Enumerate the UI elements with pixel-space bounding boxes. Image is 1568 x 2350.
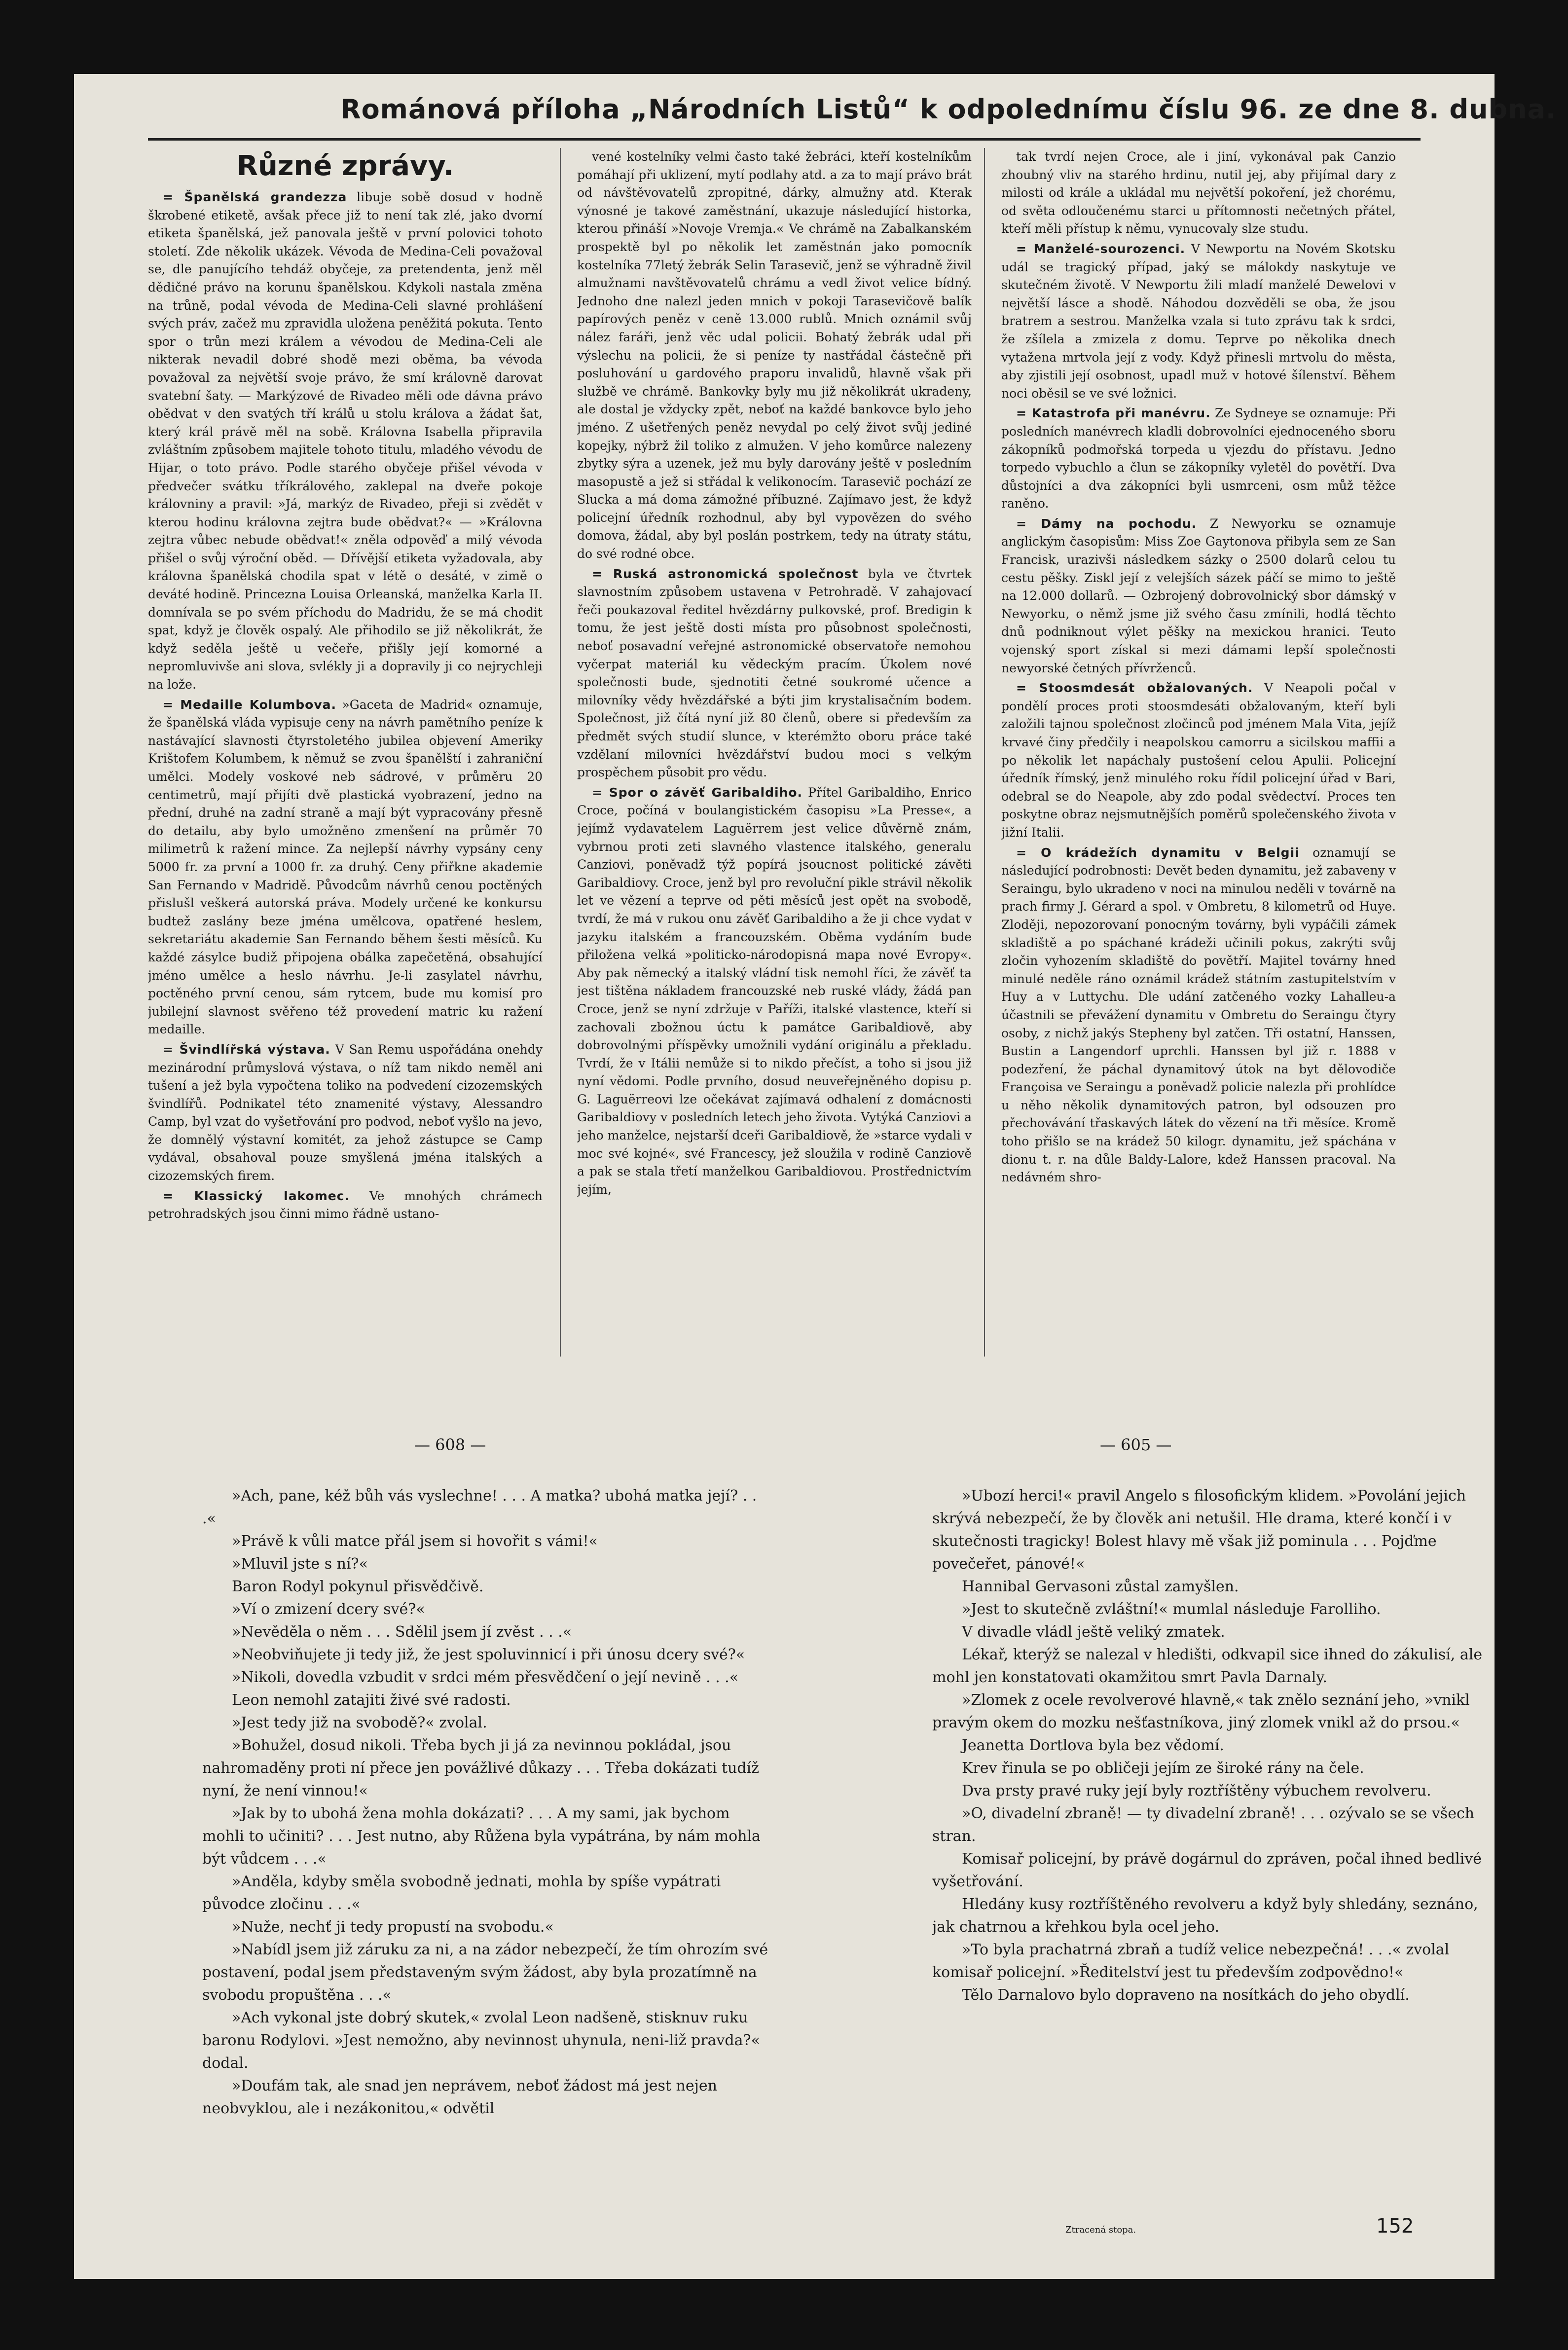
article-title: = Švindlířská výstava. — [163, 1042, 330, 1057]
article-title: = Stoosmdesát obžalovaných. — [1016, 681, 1253, 696]
article-text: Z Newyorku se oznamuje anglickým časopisům: Miss Zoe Gaytonova přibyla sem ze San Francisk, urazivši následkem sázky o 2500 dolarů celou tu cestu pěšky. Ziskl její z velejších sázek páčí se mimo to ještě na 12.000 dollarů. — Ozbrojený dobrovolnický sbor dámský v Newyorku, o němž jsme již svého času zmínili, hodlá těchto dnů podniknout výlet pěšky na mexickou hranici. Teuto vojenský sport získal si mezi dámami lepší společnosti newyorské četných přívrženců. — [1001, 516, 1396, 675]
article-paragraph — [1001, 240, 1396, 403]
feuilleton-right-body — [932, 1485, 1504, 2007]
column-divider — [984, 148, 985, 1357]
story-paragraph: »Ach, pane, kéž bůh vás vyslechne! . . . A matka? ubohá matka její? . . .« — [202, 1487, 757, 1527]
article-paragraph — [148, 1187, 543, 1223]
story-paragraph: »Nikoli, dovedla vzbudit v srdci mém přesvědčení o její nevině . . .« — [232, 1669, 739, 1686]
feuilleton-right — [932, 1485, 1504, 2235]
article-text: Přítel Garibaldiho, Enrico Croce, počíná v boulangistickém časopisu »La Presse«, a jejímž vydavatelem Laguërrem jest velice důvěrně znám, vybrnou proti zeti slavného vlastence italského, generalu Canziovi, poněvadž týž popírá jsoucnost politické závěti Garibaldiovy. Croce, jenž byl pro revoluční pikle strávil několik let ve vězení a teprve od pěti měsíců jest opět na svobodě, tvrdí, že má v rukou onu závěť Garibaldiho a že ji chce vydat v jazyku italském a francouzském. Oběma vydáním bude přiložena velká »politicko-národopisná mapa nové Evropy«. Aby pak německý a italský vládní tisk nemohl říci, že závěť ta jest tištěna nákladem francouzské neb ruské vlády, žádá pan Croce, jenž se nyní zdržuje v Paříži, italské vlastence, kteří si zachovali zbožnou úctu k památce Garibaldiově, aby dobrovolnými příspěvky umožnili vydání originálu a překladu. Tvrdí, že v Itálii nemůže si to nikdo přečíst, a toho si jsou již nyní vědomi. Podle prvního, dosud neuveřejněného dopisu p. G. Laguërreovi lze očekávat zajímavá odhalení z domácnosti Garibaldiovy v posledních letech jeho života. Vytýká Canziovi a jeho manželce, nejstarší dceři Garibaldiově, že »starce vydali v moc své kojné«, své Francescy, jež sloužila v rodině Canziově a pak se stala třetí manželkou Garibaldiovou. Prostřednictvím jejím, — [577, 785, 972, 1197]
page-number-left: — 608 — — [414, 1435, 486, 1454]
article-text: libuje sobě dosud v hodně škrobené etiketě, avšak přece již to není tak zlé, jako dvorní etiketa španělská, jež panovala ještě v první polovici tohoto století. Zde několik ukázek. Vévoda de Medina-Celi považoval se, dle panujícího tehdáž obyčeje, za pretendenta, jenž měl dědičné právo na korunu španělskou. Kdykoli nastala změna na trůně, podal vévoda de Medina-Celi slavné prohlášení svých práv, začež mu zpravidla uložena peněžitá pokuta. Tento spor o trůn mezi králem a vévodou de Medina-Celi ale nikterak nevadil dobré shodě mezi oběma, ba vévoda považoval za největší svoje právo, že smí královně darovat svatební šaty. — Markýzové de Rivadeo měli ode dávna právo obědvat v den svatých tří králů u stolu králova a žádat šat, který král právě měl na sobě. Královna Isabella připravila zvláštním způsobem majitele tohoto titulu, mladého vévodu de Hijar, o toto právo. Podle starého obyčeje přišel vévoda v předvečer svátku tříkrálového, zaklepal na dveře pokoje královniny a pravil: »Já, markýz de Rivadeo, přeji si zvědět v kterou hodinu královna zejtra bude obědvat?« — »Královna zejtra vůbec nebude obědvat!« zněla odpověď a milý vévoda přišel o svůj výroční oběd. — Dřívější etiketa vyžadovala, aby královna španělská chodila spat v létě o desáté, v zimě o deváté hodině. Princezna Louisa Orleanská, manželka Karla II. domnívala se po svém příchodu do Madridu, že se má chodit spat, když je člověk ospalý. Ale přihodilo se již několikrát, že když seděla ještě u večeře, přišly její komorné a nepromluvivše ani slova, svlékly ji a dopravily ji co nejrychleji na lože. — [148, 190, 543, 692]
story-paragraph: »Nabídl jsem již záruku za ni, a na zádor nebezpečí, že tím ohrozím své postavení, podal jsem představeným svým žádost, aby byla prozatímně na svobodu propuštěna . . .« — [202, 1941, 768, 2004]
article-paragraph — [577, 148, 972, 563]
article-title: = Španělská grandezza — [163, 190, 347, 204]
column-2 — [577, 148, 972, 1361]
article-text: byla ve čtvrtek slavnostním způsobem ustavena v Petrohradě. V zahajovací řeči poukazoval ředitel hvězdárny pulkovské, prof. Bredigin k tomu, že jest ještě dosti místa pro působnost společnosti, neboť posavadní veřejné astronomické observatoře nemohou vyčerpat materiál ku vědeckým pracím. Úkolem nové společnosti bude, sjednotiti četné soukromé učence a milovníky vědy hvězdářské a býti jim krystalisačním bodem. Společnost, již čítá nyní již 80 členů, obere si především za předmět svých studií slunce, v kterémžto oboru práce také vzdělaní milovníci hvězdářství budou moci s velkým prospěchem působit pro vědu. — [577, 566, 972, 780]
article-text: oznamují se následující podrobnosti: Devět beden dynamitu, jež zabaveny v Seraingu, bylo ukradeno v noci na minulou neděli v továrně na prach firmy J. Gérard a spol. v Ombretu, 8 kilometrů od Huye. Zloději, nepozorovaní ponocným továrny, byli vypáčili zámek skladiště a po spáchané krádeži učinili pokus, zakrýti svůj zločin vyhozením skladiště do povětří. Majitel továrny hned minulé neděle ráno oznámil krádež státním zastupitelstvím v Huy a v Luttychu. Dle udání zatčeného vozky Lahalleu-a účastnili se převážení dynamitu v Ombretu do Seraingu čtyry osoby, z nichž jakýs Stepheny byl zatčen. Tři ostatní, Hanssen, Bustin a Langendorf uprchli. Hanssen byl již r. 1888 v podezření, že páchal dynamitový útok na byt dělovodiče Françoisa ve Seraingu a poněvadž policie nalezla při prohlídce u něho několik dynamitových patron, byl odsouzen pro přechovávání třaskavých látek do vězení na tři měsíce. Kromě toho přišlo se na krádež 50 kilogr. dynamitu, jež spáchána v dionu t. r. na důle Baldy-Lalore, kdež Hanssen pracoval. Na nedávném shro- — [1001, 845, 1396, 1185]
column-divider — [560, 148, 561, 1357]
article-title: = Dámy na pochodu. — [1016, 516, 1197, 531]
page-number-right: — 605 — — [1100, 1435, 1172, 1454]
masthead-rule — [148, 138, 1421, 141]
story-paragraph: »Neobviňujete ji tedy již, že jest spoluvinnicí i při únosu dcery své?« — [232, 1646, 745, 1663]
article-title: = Klassický lakomec. — [163, 1188, 350, 1203]
story-paragraph: Leon nemohl zatajiti živé své radosti. — [232, 1691, 511, 1709]
story-paragraph: »To byla prachatrná zbraň a tudíž velice nebezpečná! . . .« zvolal komisař policejní. »Ředitelství jest tu především zodpovědno!« — [932, 1941, 1450, 1981]
story-paragraph: Tělo Darnalovo bylo dopraveno na nosítkách do jeho obydlí. — [962, 1986, 1410, 2004]
story-paragraph: Hledány kusy roztříštěného revolveru a když byly shledány, seznáno, jak chatrnou a křehkou byla ocel jeho. — [932, 1896, 1478, 1936]
feuilleton-left-body — [202, 1485, 774, 2120]
article-title: = Katastrofa při manévru. — [1016, 406, 1211, 421]
article-paragraph — [1001, 844, 1396, 1187]
article-paragraph — [1001, 515, 1396, 677]
story-paragraph: Dva prsty pravé ruky její byly roztříštěny výbuchem revolveru. — [962, 1782, 1431, 1799]
story-paragraph: »Bohužel, dosud nikoli. Třeba bych ji já za nevinnou pokládal, jsou nahromaděny proti ní přece jen povážlivé důkazy . . . Třeba dokázati tudíž nyní, že není vinnou!« — [202, 1737, 759, 1799]
story-paragraph: »Mluvil jste s ní?« — [232, 1555, 368, 1573]
article-title: = Medaille Kolumbova. — [163, 697, 336, 712]
story-paragraph: »Ach vykonal jste dobrý skutek,« zvolal Leon nadšeně, stisknuv ruku baronu Rodylovi. »Jest nemožno, aby nevinnost uhynula, neni-liž pravda?« dodal. — [202, 2009, 760, 2072]
story-paragraph: V divadle vládl ještě veliký zmatek. — [962, 1623, 1225, 1641]
story-paragraph: »Doufám tak, ale snad jen neprávem, neboť žádost má jest nejen neobvyklou, ale i nezákonitou,« odvětil — [202, 2077, 717, 2117]
story-paragraph: Krev řinula se po obličeji jejím ze široké rány na čele. — [962, 1760, 1364, 1777]
article-paragraph — [577, 784, 972, 1199]
article-text: Ze Sydneye se oznamuje: Při posledních manévrech kladli dobrovolníci ejednoceného sboru zákopníků podmořská torpeda u vjezdu do přístavu. Jedno torpedo vybuchlo a člun se zákopníky vyletěl do povětří. Dva důstojníci a dva zákopníci byli usmrceni, osm můž těžce raněno. — [1001, 406, 1396, 511]
article-text: V San Remu uspořádána onehdy mezinárodní průmyslová výstava, o níž tam nikdo neměl ani tušení a jež byla vypočtena toliko na podvedení cizozemských švindlířů. Podnikatel této znamenité výstavy, Alessandro Camp, byl vzat do vyšetřování pro podvod, neboť vyšlo na jevo, že domnělý výstavní komitét, za jehož zástupce se Camp vydával, obsahoval pouze smyšlená jména italských a cizozemských firem. — [148, 1042, 543, 1183]
footer-page-number: 152 — [1376, 2215, 1414, 2238]
story-paragraph: »Nevěděla o něm . . . Sdělil jsem jí zvěst . . .« — [232, 1623, 572, 1641]
story-paragraph: »O, divadelní zbraně! — ty divadelní zbraně! . . . ozývalo se se všech stran. — [932, 1805, 1475, 1845]
column-2-body — [577, 148, 972, 1199]
article-paragraph — [1001, 404, 1396, 513]
masthead: Románová příloha „Národních Listů“ k odpolednímu číslu 96. ze dne 8. dubna. — [340, 94, 1557, 125]
story-paragraph: Hannibal Gervasoni zůstal zamyšlen. — [962, 1578, 1239, 1595]
article-paragraph — [1001, 679, 1396, 842]
article-text: V Neapoli počal v pondělí proces proti stoosmdesáti obžalovaným, kteří byli založili tajnou společnost zločinců pod jménem Mala Vita, jejíž krvavé činy předčily i neapolskou camorru a sicilskou maffii a po několik let napáchaly pustošení celou Apulii. Policejní úředník římský, jenž minulého roku řídil policejní úřad v Bari, odebral se do Neapole, aby zdo podal svědectví. Proces ten poskytne obraz nejsmutnějších poměrů společenského života v jižní Italii. — [1001, 681, 1396, 840]
article-title: = Ruská astronomická společnost — [592, 566, 859, 581]
article-title: = O krádežích dynamitu v Belgii — [1016, 845, 1300, 860]
story-paragraph: »Anděla, kdyby směla svobodně jednati, mohla by spíše vypátrati původce zločinu . . .« — [202, 1873, 721, 1913]
story-paragraph: Lékař, kterýž se nalezal v hledišti, odkvapil sice ihned do zákulisí, ale mohl jen konstatovati okamžitou smrt Pavla Darnaly. — [932, 1646, 1483, 1686]
article-paragraph — [577, 565, 972, 782]
story-paragraph: »Jak by to ubohá žena mohla dokázati? . . . A my sami, jak bychom mohli to učiniti? . . . Jest nutno, aby Růžena byla vypátrána, by nám mohla být vůdcem . . .« — [202, 1805, 761, 1868]
story-paragraph: »Nuže, nechť ji tedy propustí na svobodu.« — [232, 1918, 554, 1936]
story-paragraph: »Jest tedy již na svobodě?« zvolal. — [232, 1714, 487, 1731]
article-paragraph — [148, 696, 543, 1039]
article-text: »Gaceta de Madrid« oznamuje, že španělská vláda vypisuje ceny na návrh pamětního peníze k nastávající slavnosti čtyrstoletého jubilea objevení Ameriky Krištofem Kolumbem, k němuž se zvou španělští i zahraniční umělci. Modely voskové neb sádrové, v průměru 20 centimetrů, mají přijíti dvě plastická vyobrazení, jedno na přední, druhé na zadní straně a mají být vypracovány přesně do detailu, aby bylo umožněno zmenšení na průměr 70 milimetrů k ražení mince. Za nejlepší návrhy vypsány ceny 5000 fr. za první a 1000 fr. za druhý. Ceny přiřkne akademie San Fernando v Madridě. Původcům návrhů cenou poctěných přislušl veškerá autorská práva. Modely určené ke konkursu budtež zaslány beze jména umělcova, opatřené heslem, sekretariátu akademie San Fernando během šesti měsíců. Ku každé zásylce budiž připojena obálka zapečetěná, obsahující jméno umělce a heslo návrhu. Je-li zasylatel návrhu, poctěného první cenou, sám rytcem, bude mu komisí pro jubilejní slavnost svěřeno též provedení matric ku ražení medaille. — [148, 697, 543, 1037]
story-paragraph: Baron Rodyl pokynul přisvědčivě. — [232, 1578, 484, 1595]
story-paragraph: »Právě k vůli matce přál jsem si hovořit s vámi!« — [232, 1533, 598, 1550]
story-paragraph: »Ví o zmizení dcery své?« — [232, 1601, 425, 1618]
article-text: vené kostelníky velmi často také žebráci, kteří kostelníkům pomáhají při uklizení, mytí podlahy atd. a za to mají právo brát od návštěvovatelů zpropitné, dárky, almužny atd. Kterak výnosné je takové zaměstnání, ukazuje následující historka, kterou přináší »Novoje Vremja.« Ve chrámě na Zabalkanském prospektě byl po několik let zaměstnán jako pomocník kostelníka 77letý žebrák Selin Tarasevič, jenž se výhradně živil almužnami navštěvovatelů chrámu a vedl život velice bídný. Jednoho dne nalezl jeden mnich v pokoji Tarasevičově balík papírových peněz v ceně 13.000 rublů. Mnich oznámil svůj nález faráři, jenž věc udal policii. Bohatý žebrák udal při výslechu na policii, že si peníze ty nastřádal částečně při posluhování u gardového praporu invalidů, hlavně však při službě ve chrámě. Bankovky byly mu již několikrát ukradeny, ale dostal je vždycky zpět, neboť na každé bankovce bylo jeho jméno. Z ušetřených peněz nevydal po celý život svůj jediné kopejky, nýbrž žil toliko z almužen. V jeho komůrce nalezeny zbytky sýra a uzenek, jež mu byly darovány ještě v posledním masopustě a jež si střádal k velikonocím. Tarasevič pochází ze Slucka a má doma zámožné příbuzné. Zajímavo jest, že když policejní úředník rozhodnul, aby byl vypovězen do svého domova, žádal, aby byl poslán postrkem, tedy na útraty státu, do své rodné obce. — [577, 149, 972, 561]
column-1 — [148, 148, 543, 1361]
footer-title: Ztracená stopa. — [1065, 2225, 1136, 2235]
article-text: tak tvrdí nejen Croce, ale i jiní, vykonával pak Canzio zhoubný vliv na starého hrdinu, nutil jej, aby přijímal dary z milosti od krále a ukládal mu největší pokoření, jež chorému, od světa odloučenému starci u přítomnosti nečetných přátel, kteří měli přístup k němu, vynucovaly slze studu. — [1001, 149, 1396, 236]
article-text: V Newportu na Novém Skotsku udál se tragický případ, jaký se málokdy naskytuje ve skutečném životě. V Newportu žili mladí manželé Dewelovi v největší lásce a shodě. Náhodou dozvěděli se oba, že jsou bratrem a sestrou. Manželka vzala si tuto zprávu tak k srdci, že zšílela a zmizela z domu. Teprve po několika dnech vytažena mrtvola její z vody. Když přinesli mrtvolu do města, aby zjistili její osobnost, upadl muž v hotové šílenství. Během noci oběsil se ve své ložnici. — [1001, 241, 1396, 401]
article-title: = Manželé-sourozenci. — [1016, 241, 1186, 256]
column-1-body — [148, 188, 543, 1223]
article-text: Ve mnohých chrámech petrohradských jsou činni mimo řádně ustano- — [148, 1188, 543, 1221]
article-paragraph — [148, 188, 543, 694]
column-3 — [1001, 148, 1396, 1361]
article-paragraph — [148, 1041, 543, 1185]
newspaper-page — [74, 74, 1557, 2279]
article-paragraph — [1001, 148, 1396, 238]
story-paragraph: Jeanetta Dortlova byla bez vědomí. — [962, 1737, 1224, 1754]
story-paragraph: »Zlomek z ocele revolverové hlavně,« tak znělo seznání jeho, »vnikl pravým okem do mozku nešťastníkova, jiný zlomek vnikl až do prsou.« — [932, 1691, 1470, 1731]
story-paragraph: »Jest to skutečně zvláštní!« mumlal následuje Farolliho. — [962, 1601, 1381, 1618]
article-title: = Spor o závěť Garibaldiho. — [592, 785, 803, 800]
feuilleton-left — [202, 1485, 774, 2235]
column-3-body — [1001, 148, 1396, 1187]
story-paragraph: Komisař policejní, by právě dogárnul do zpráven, počal ihned bedlivé vyšetřování. — [932, 1850, 1482, 1890]
story-paragraph: »Ubozí herci!« pravil Angelo s filosofickým klidem. »Povolání jejich skrývá nebezpečí, že by člověk ani netušil. Hle drama, které končí i v skutečnosti tragicky! Bolest hlavy mě však již pominula . . . Pojďme povečeřet, pánové!« — [932, 1487, 1466, 1573]
section-title: Různé zprávy. — [236, 150, 454, 182]
